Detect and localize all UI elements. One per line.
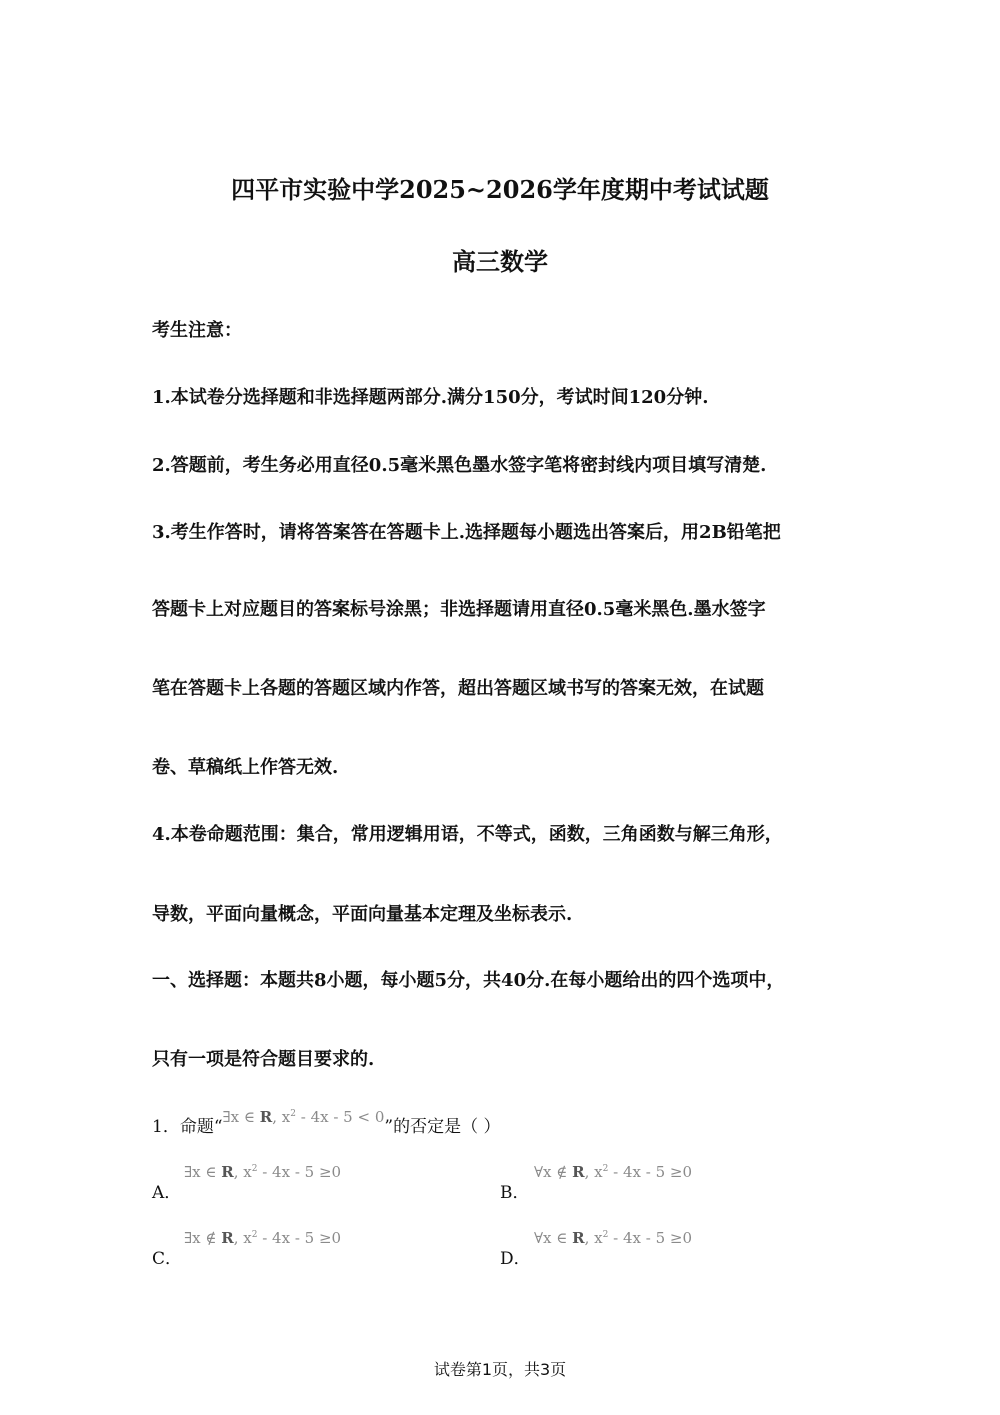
subject-title: 高三数学 (452, 247, 548, 276)
section-heading-line-1: 一、选择题：本题共8小题，每小题5分，共40分.在每小题给出的四个选项中， (152, 970, 785, 991)
page-footer: 试卷第1页，共3页 (433, 1360, 567, 1379)
notice-line-5: 笔在答题卡上各题的答题区域内作答，超出答题区域书写的答案无效，在试题 (152, 678, 764, 699)
notice-line-7: 4.本卷命题范围：集合，常用逻辑用语，不等式，函数，三角函数与解三角形， (152, 824, 783, 845)
notice-heading: 考生注意： (152, 320, 242, 341)
notice-line-4: 答题卡上对应题目的答案标号涂黑；非选择题请用直径0.5毫米黑色.墨水签字 (152, 599, 766, 620)
question-1-suffix: ”的否定是（ ） (384, 1117, 501, 1137)
option-c-math: ∃x ∉ R, $x^2 - 4x - 5 \ge 0$ (184, 1229, 342, 1247)
option-a-math: ∃x ∈ R, $x^2 - 4x - 5 \ge 0$ (184, 1163, 342, 1181)
question-1-stem-math: ∃x ∈ R, $x^2 - 4x - 5 < 0$ (222, 1108, 385, 1126)
option-d-label[interactable]: D． (500, 1249, 531, 1269)
notice-line-1: 1.本试卷分选择题和非选择题两部分.满分150分，考试时间120分钟. (152, 387, 709, 408)
notice-line-2: 2.答题前，考生务必用直径0.5毫米黑色墨水签字笔将密封线内项目填写清楚. (152, 455, 767, 476)
exam-title: 四平市实验中学2025~2026学年度期中考试试题 (231, 175, 769, 204)
option-d-math: ∀x ∈ R, $x^2 - 4x - 5 \ge 0$ (534, 1229, 692, 1247)
option-b-math: ∀x ∉ R, $x^2 - 4x - 5 \ge 0$ (534, 1163, 692, 1181)
option-c-label[interactable]: C． (152, 1249, 183, 1269)
section-heading-line-2: 只有一项是符合题目要求的. (152, 1049, 375, 1070)
option-b-label[interactable]: B． (500, 1183, 530, 1203)
question-1-prefix: 1．命题“ (152, 1117, 223, 1137)
question-1-stem (152, 1108, 501, 1137)
notice-line-8: 导数，平面向量概念，平面向量基本定理及坐标表示. (152, 904, 573, 925)
option-a-label[interactable]: A． (152, 1183, 182, 1203)
notice-line-3: 3.考生作答时，请将答案答在答题卡上.选择题每小题选出答案后，用2B铅笔把 (152, 522, 781, 543)
notice-line-6: 卷、草稿纸上作答无效. (152, 757, 339, 778)
